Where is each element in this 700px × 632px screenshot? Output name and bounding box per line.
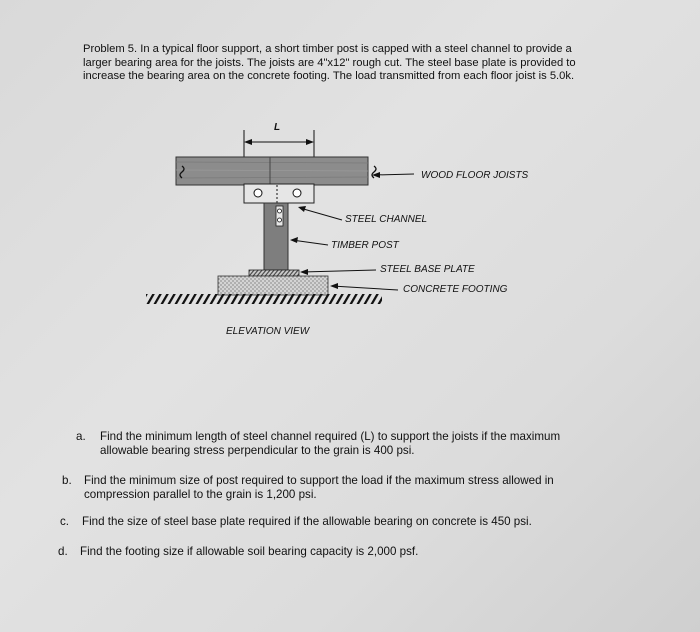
leader-concrete-footing <box>330 283 398 290</box>
steel-channel <box>244 184 314 203</box>
question-marker: c. <box>60 515 70 528</box>
leader-steel-base-plate <box>300 269 376 275</box>
question-line-2: allowable bearing stress perpendicular to the grain is 400 psi. <box>100 444 415 457</box>
problem-line-2: larger bearing area for the joists. The joists are 4"x12" rough cut. The steel base plate is provided to <box>83 56 576 69</box>
leader-timber-post <box>290 237 328 245</box>
question-text <box>100 430 560 458</box>
question-text: Find the size of steel base plate required if the allowable bearing on concrete is 450 psi. <box>82 515 532 528</box>
question-marker: a. <box>76 430 86 443</box>
concrete-footing <box>218 276 328 295</box>
label-wood-floor-joists: WOOD FLOOR JOISTS <box>421 170 529 181</box>
label-concrete-footing: CONCRETE FOOTING <box>403 284 508 295</box>
label-steel-base-plate: STEEL BASE PLATE <box>380 264 475 275</box>
question-c <box>60 515 650 531</box>
question-marker: d. <box>58 545 68 558</box>
steel-base-plate <box>249 270 299 276</box>
question-text: Find the footing size if allowable soil bearing capacity is 2,000 psf. <box>80 545 419 558</box>
wood-floor-joists <box>176 157 376 185</box>
dimension-label-l: L <box>274 122 281 133</box>
question-line-1: Find the minimum length of steel channel required (L) to support the joists if the maximum <box>100 430 561 443</box>
label-elevation-view: ELEVATION VIEW <box>226 326 310 337</box>
question-text <box>84 474 554 502</box>
question-d <box>58 545 648 561</box>
ground-hatch <box>146 294 382 304</box>
problem-line-1: Problem 5. In a typical floor support, a short timber post is capped with a steel channel to provide a <box>83 43 572 55</box>
question-marker: b. <box>62 474 72 487</box>
timber-post <box>264 203 288 270</box>
question-line-1: Find the minimum size of post required to support the load if the maximum stress allowed in <box>84 474 554 487</box>
question-line-2: compression parallel to the grain is 1,200 psi. <box>84 488 317 501</box>
problem-line-3: increase the bearing area on the concrete footing. The load transmitted from each floor joist is 5.0k. <box>83 70 575 82</box>
label-steel-channel: STEEL CHANNEL <box>345 214 428 225</box>
question-b <box>62 474 652 504</box>
dimension-l <box>244 130 314 158</box>
question-a <box>76 430 646 460</box>
label-timber-post: TIMBER POST <box>331 240 399 251</box>
leader-steel-channel <box>298 206 342 220</box>
leader-wood-floor-joists <box>372 172 414 178</box>
